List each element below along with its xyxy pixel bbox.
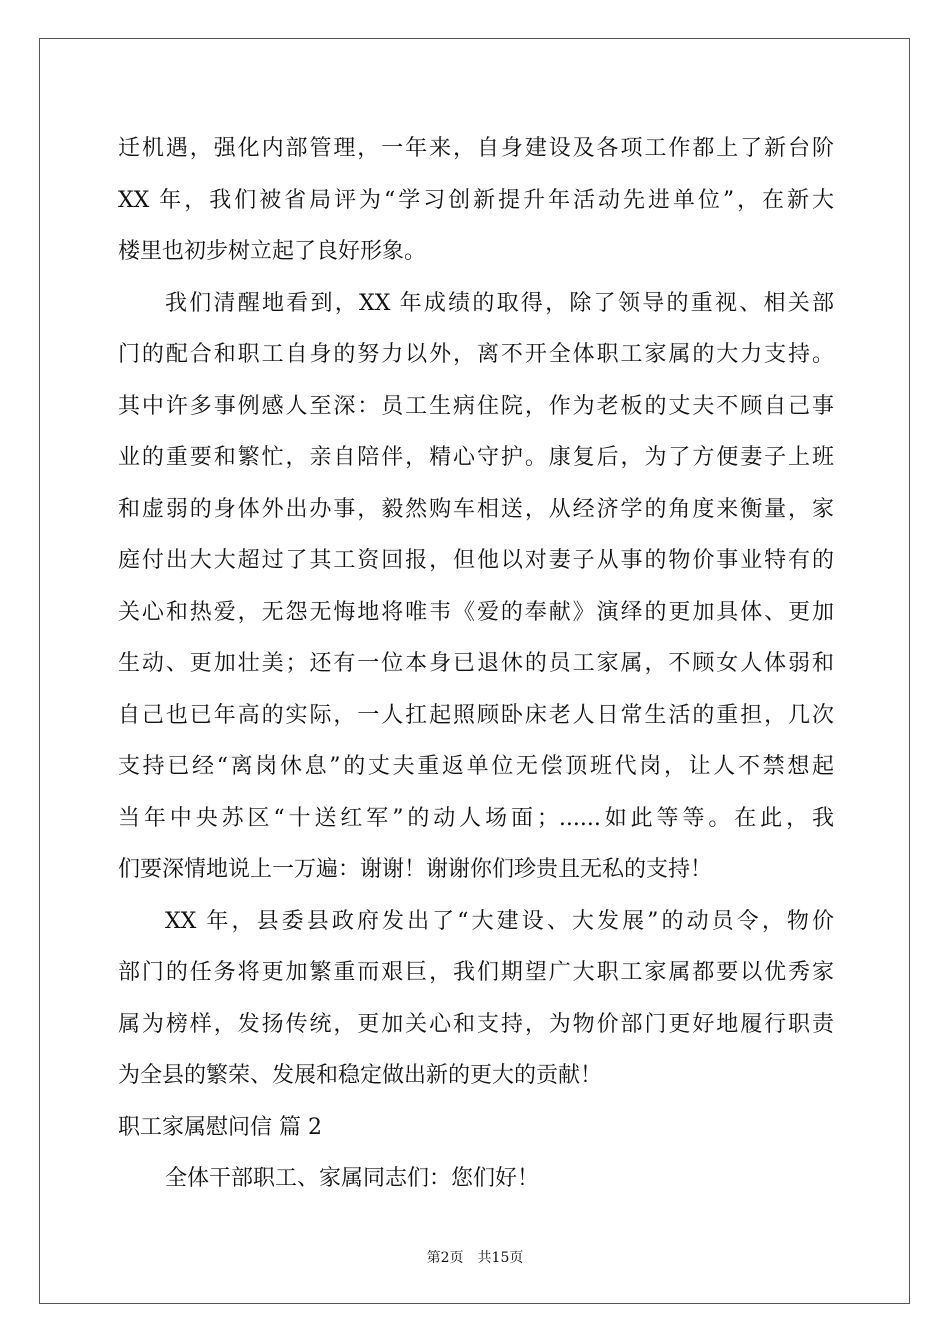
text-line: 生动、更加壮美；还有一位本身已退休的员工家属，不顾女人体弱和 xyxy=(118,651,834,676)
page-footer xyxy=(0,1247,950,1267)
text-line: 为全县的繁荣、发展和稳定做出新的更大的贡献！ xyxy=(118,1063,603,1088)
text-line: 属为榜样，发扬传统，更加关心和支持，为物价部门更好地履行职责 xyxy=(118,1011,834,1037)
text-line: 当年中央苏区“十送红军”的动人场面；......如此等等。在此，我 xyxy=(118,805,834,831)
text-line: 和虚弱的身体外出办事，毅然购车相送，从经济学的角度来衡量，家 xyxy=(118,496,834,522)
page-number: 第2页 xyxy=(426,1250,464,1266)
paragraph-start-line: 我们清醒地看到，XX 年成绩的取得，除了领导的重视、相关部 xyxy=(165,290,834,316)
text-line: XX 年，我们被省局评为“学习创新提升年活动先进单位”，在新大 xyxy=(118,187,834,213)
text-line: 自己也已年高的实际，一人扛起照顾卧床老人日常生活的重担，几次 xyxy=(118,702,834,728)
text-line: 部门的任务将更加繁重而艰巨，我们期望广大职工家属都要以优秀家 xyxy=(118,960,834,985)
salutation-line: 全体干部职工、家属同志们：您们好！ xyxy=(165,1166,540,1191)
text-line: 庭付出大大超过了其工资回报，但他以对妻子从事的物价事业特有的 xyxy=(118,548,834,573)
text-line: 迁机遇，强化内部管理，一年来，自身建设及各项工作都上了新台阶 xyxy=(118,136,834,161)
text-line: 其中许多事例感人至深：员工生病住院，作为老板的丈夫不顾自己事 xyxy=(118,393,834,419)
text-line: 们要深情地说上一万遍：谢谢！谢谢你们珍贵且无私的支持！ xyxy=(118,857,713,882)
text-line: 关心和热爱，无怨无悔地将唯韦《爱的奉献》演绎的更加具体、更加 xyxy=(118,599,834,625)
text-line: 门的配合和职工自身的努力以外，离不开全体职工家属的大力支持。 xyxy=(118,342,834,367)
text-line: 业的重要和繁忙，亲自陪伴，精心守护。康复后，为了方便妻子上班 xyxy=(118,445,834,470)
text-line: 楼里也初步树立起了良好形象。 xyxy=(118,239,427,264)
document-body xyxy=(118,123,834,1205)
paragraph-start-line: XX 年，县委县政府发出了“大建设、大发展”的动员令，物价 xyxy=(165,908,834,934)
section-heading: 职工家属慰问信 篇 2 xyxy=(118,1114,322,1140)
text-line: 支持已经“离岗休息”的丈夫重返单位无偿顶班代岗，让人不禁想起 xyxy=(118,754,834,779)
page-total: 共15页 xyxy=(477,1250,524,1266)
